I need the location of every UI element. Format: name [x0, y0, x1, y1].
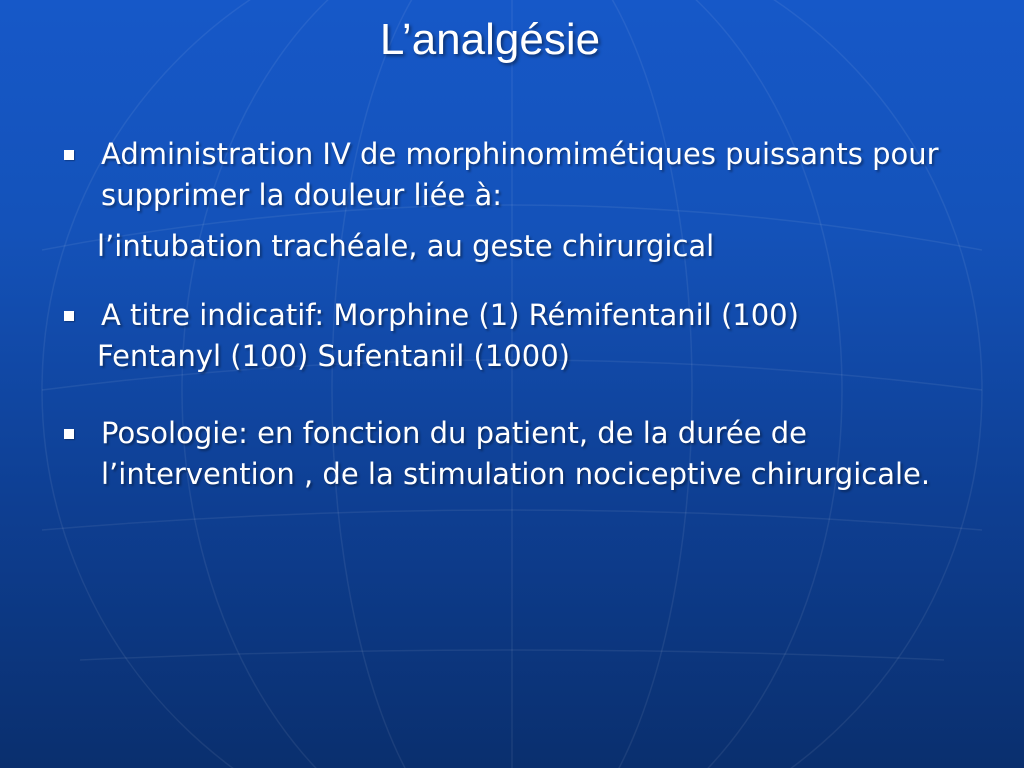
square-bullet-icon [64, 150, 74, 160]
bullet-item-3 [60, 413, 960, 495]
slide-title: L’analgésie [379, 15, 601, 64]
bullet-item-2 [60, 295, 960, 336]
bullet-continuation-1: l’intubation trachéale, au geste chirurgical [97, 229, 715, 263]
bullet-text-3: Posologie: en fonction du patient, de la durée de l’intervention , de la stimulation nociceptive chirurgicale. [101, 416, 931, 491]
square-bullet-icon [64, 311, 74, 321]
bullet-item-1 [60, 134, 960, 216]
bullet-text-2: A titre indicatif: Morphine (1) Rémifentanil (100) [101, 298, 799, 332]
square-bullet-icon [64, 429, 74, 439]
bullet-continuation-2: Fentanyl (100) Sufentanil (1000) [97, 339, 570, 373]
bullet-list [60, 134, 960, 495]
bullet-text-1: Administration IV de morphinomimétiques puissants pour supprimer la douleur liée à: [101, 137, 939, 212]
